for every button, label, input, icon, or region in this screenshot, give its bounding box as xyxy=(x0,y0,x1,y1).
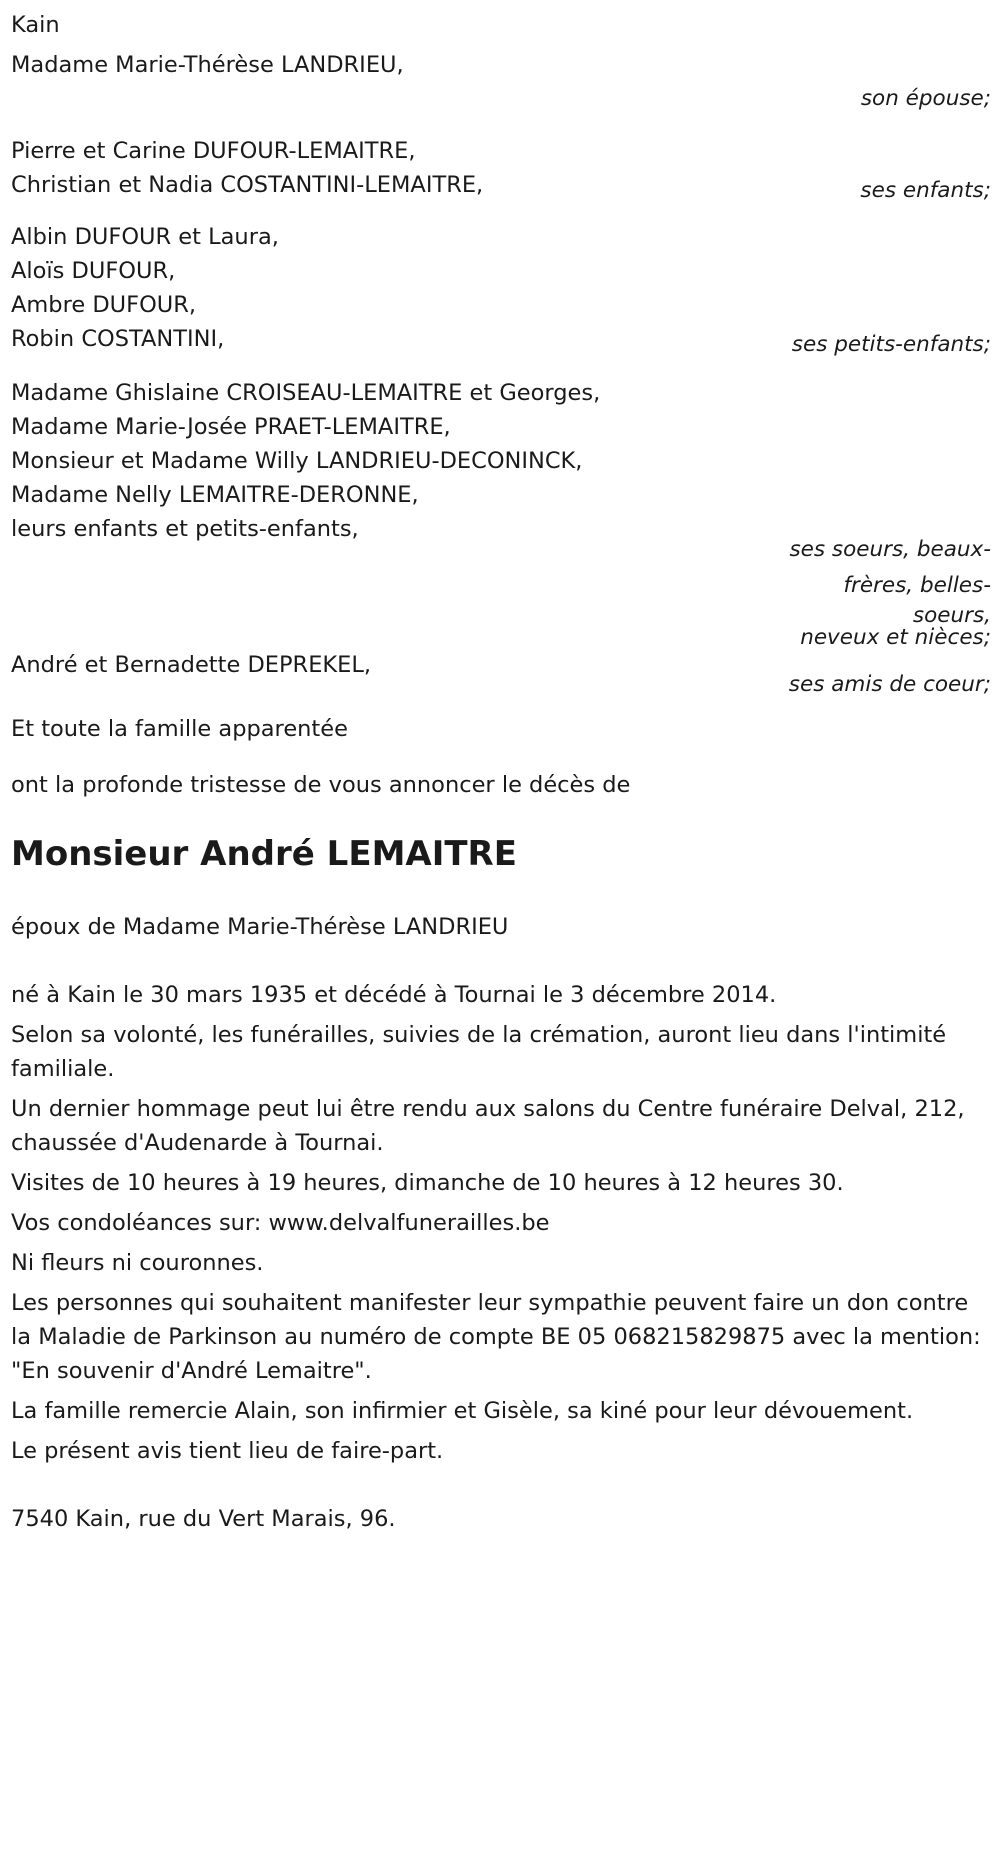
family-name: Ambre DUFOUR, xyxy=(11,292,197,318)
paragraph-condolences: Vos condoléances sur: www.delvalfunerailles.be xyxy=(11,1210,550,1236)
family-group-siblings xyxy=(11,376,991,650)
family-role xyxy=(731,532,991,648)
family-name: leurs enfants et petits-enfants, xyxy=(11,516,359,542)
location: Kain xyxy=(11,12,60,38)
paragraph-birth-death: né à Kain le 30 mars 1935 et décédé à Tournai le 3 décembre 2014. xyxy=(11,982,777,1008)
family-name: André et Bernadette DEPREKEL, xyxy=(11,652,372,678)
location-line xyxy=(11,8,991,42)
family-role-line: soeurs, xyxy=(912,603,991,628)
paragraph-thanks: La famille remercie Alain, son infirmier et Gisèle, sa kiné pour leur dévouement. xyxy=(11,1398,914,1424)
spouse-line-block xyxy=(11,910,991,944)
announcement-block xyxy=(11,768,991,802)
obituary-content xyxy=(11,8,991,1542)
paragraph-notice: Le présent avis tient lieu de faire-part. xyxy=(11,1438,444,1464)
paragraph-funeral: Selon sa volonté, les funérailles, suivies de la crémation, auront lieu dans l'intimité familiale. xyxy=(11,1022,947,1082)
family-group-spouse xyxy=(11,48,991,128)
family-name: Madame Nelly LEMAITRE-DERONNE, xyxy=(11,482,419,508)
family-group-grandchildren xyxy=(11,220,991,370)
family-group-friends xyxy=(11,648,991,706)
family-name: Christian et Nadia COSTANTINI-LEMAITRE, xyxy=(11,172,484,198)
family-name: Robin COSTANTINI, xyxy=(11,326,225,352)
family-name: Madame Marie-Josée PRAET-LEMAITRE, xyxy=(11,414,451,440)
paragraph-visits: Visites de 10 heures à 19 heures, dimanche de 10 heures à 12 heures 30. xyxy=(11,1170,844,1196)
paragraph-tribute: Un dernier hommage peut lui être rendu aux salons du Centre funéraire Delval, 212, chaussée d'Audenarde à Tournai. xyxy=(11,1096,965,1156)
address-block xyxy=(11,1502,991,1536)
spouse-line: époux de Madame Marie-Thérèse LANDRIEU xyxy=(11,914,509,940)
family-role: ses enfants; xyxy=(860,178,991,203)
address: 7540 Kain, rue du Vert Marais, 96. xyxy=(11,1506,396,1532)
paragraph-donation: Les personnes qui souhaitent manifester leur sympathie peuvent faire un don contre la Maladie de Parkinson au numéro de compte BE 05 068215829875 avec la mention: "En souvenir d'André Lemaitre". xyxy=(11,1290,981,1384)
family-line: Et toute la famille apparentée xyxy=(11,716,348,742)
family-role: son épouse; xyxy=(860,86,991,111)
family-name: Albin DUFOUR et Laura, xyxy=(11,224,279,250)
family-line-block xyxy=(11,712,991,746)
family-name: Aloïs DUFOUR, xyxy=(11,258,176,284)
deceased-name: Monsieur André LEMAITRE xyxy=(11,834,517,874)
family-name: Madame Marie-Thérèse LANDRIEU, xyxy=(11,52,404,78)
paragraph-flowers: Ni fleurs ni couronnes. xyxy=(11,1250,264,1276)
family-name: Monsieur et Madame Willy LANDRIEU-DECONINCK, xyxy=(11,448,583,474)
family-name: Madame Ghislaine CROISEAU-LEMAITRE et Georges, xyxy=(11,380,601,406)
family-name: Pierre et Carine DUFOUR-LEMAITRE, xyxy=(11,138,416,164)
family-role: ses petits-enfants; xyxy=(791,332,991,357)
family-role: ses amis de coeur; xyxy=(788,672,991,697)
family-role-line: ses soeurs, beaux- xyxy=(789,537,991,562)
family-role-line: frères, belles- xyxy=(843,573,991,598)
family-group-children xyxy=(11,134,991,214)
announcement: ont la profonde tristesse de vous annoncer le décès de xyxy=(11,772,631,798)
family-role-line: neveux et nièces; xyxy=(800,625,991,650)
